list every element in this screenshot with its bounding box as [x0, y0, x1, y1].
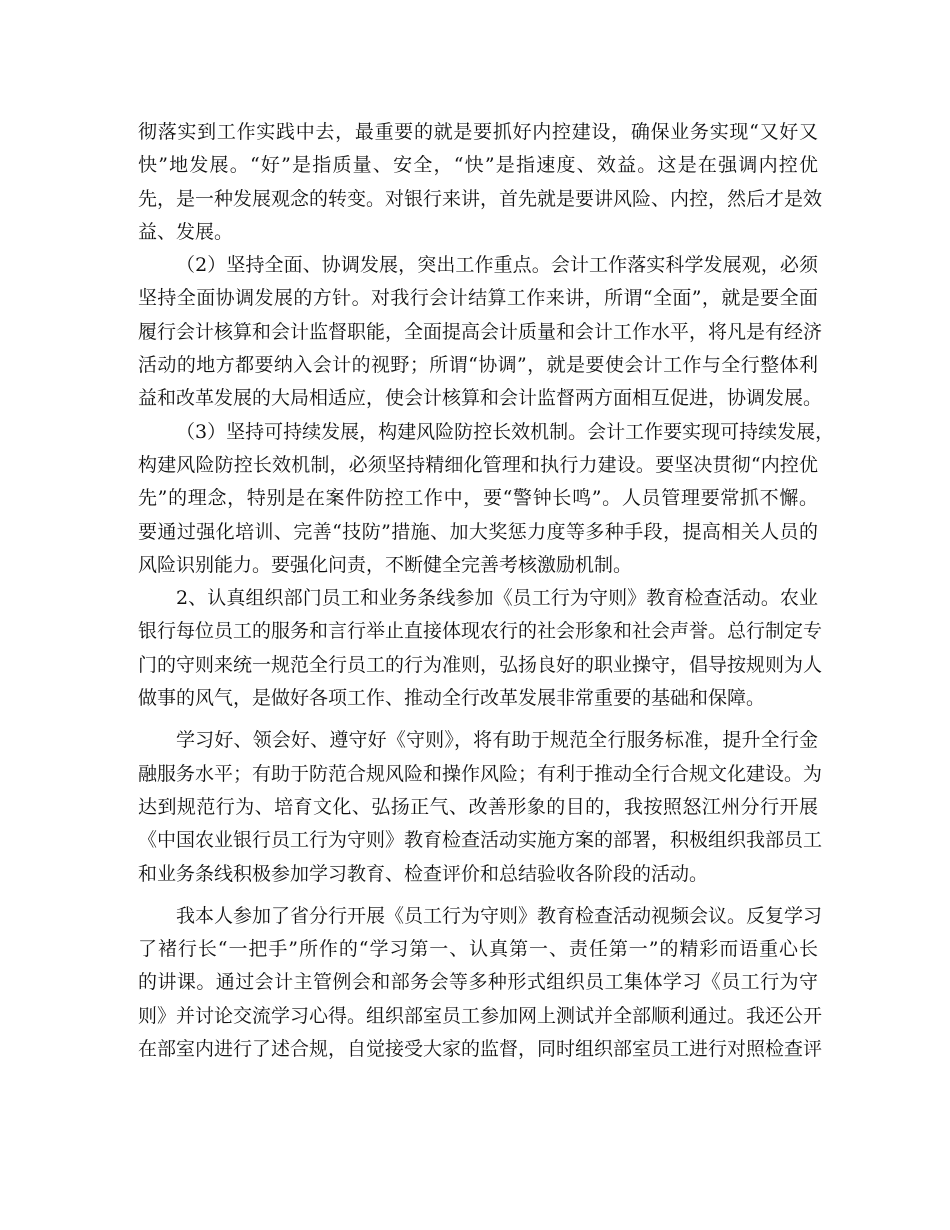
paragraph-gap: [138, 891, 818, 900]
text-line: 我本人参加了省分行开展《员工行为守则》教育检查活动视频会议。反复学习: [176, 904, 823, 927]
text-line: 风险识别能力。要强化问责，不断健全完善考核激励机制。: [138, 553, 633, 576]
text-line: 做事的风气，是做好各项工作、推动全行改革发展非常重要的基础和保障。: [138, 687, 766, 710]
text-line: 先，是一种发展观念的转变。对银行来讲，首先就是要讲风险、内控，然后才是效: [138, 187, 823, 210]
text-line: 履行会计核算和会计监督职能，全面提高会计质量和会计工作水平，将凡是有经济: [138, 320, 823, 343]
text-line: 活动的地方都要纳入会计的视野；所谓“协调”，就是要使会计工作与全行整体利: [138, 354, 818, 377]
document-body: [138, 116, 835, 1066]
text-line: 《中国农业银行员工行为守则》教育检查活动实施方案的部署，积极组织我部员工: [138, 829, 823, 852]
text-line: 彻落实到工作实践中去，最重要的就是要抓好内控建设，确保业务实现“又好又: [138, 121, 818, 143]
paragraph-5: [138, 724, 823, 890]
text-line: 达到规范行为、培育文化、弘扬正气、改善形象的目的，我按照怒江州分行开展: [138, 795, 818, 818]
paragraph-4: [138, 582, 823, 715]
text-line: 在部室内进行了述合规，自觉接受大家的监督，同时组织部室员工进行对照检查评: [138, 1038, 823, 1061]
text-line: （2）坚持全面、协调发展，突出工作重点。会计工作落实科学发展观，必须: [176, 254, 818, 277]
text-line: 则》并讨论交流学习心得。组织部室员工参加网上测试并全部顺利通过。我还公开: [138, 1004, 823, 1027]
text-line: 构建风险防控长效机制，必须坚持精细化管理和执行力建设。要坚决贯彻“内控优: [138, 453, 818, 476]
text-line: 坚持全面协调发展的方针。对我行会计结算工作来讲，所谓“全面”，就是要全面: [138, 287, 818, 310]
text-line: 了褚行长“一把手”所作的“学习第一、认真第一、责任第一”的精彩而语重心长: [138, 938, 818, 961]
text-line: 益和改革发展的大局相适应，使会计核算和会计监督两方面相互促进，协调发展。: [138, 387, 823, 410]
text-line: （3）坚持可持续发展，构建风险防控长效机制。会计工作要实现可持续发展，: [176, 420, 835, 443]
text-line: 快”地发展。“好”是指质量、安全，“快”是指速度、效益。这是在强调内控优: [138, 154, 818, 177]
paragraph-gap: [138, 715, 818, 724]
paragraph-3: [138, 416, 835, 582]
text-line: 学习好、领会好、遵守好《守则》，将有助于规范全行服务标准，提升全行金: [176, 729, 818, 752]
text-line: 银行每位员工的服务和言行举止直接体现农行的社会形象和社会声誉。总行制定专: [138, 620, 823, 643]
text-line: 门的守则来统一规范全行员工的行为准则，弘扬良好的职业操守，倡导按规则为人: [138, 653, 823, 676]
text-line: 融服务水平；有助于防范合规风险和操作风险；有利于推动全行合规文化建设。为: [138, 762, 823, 785]
paragraph-1: [138, 116, 823, 249]
text-line: 先”的理念，特别是在案件防控工作中，要“警钟长鸣”。人员管理要常抓不懈。: [138, 487, 818, 510]
paragraph-6: [138, 900, 823, 1066]
text-line: 的讲课。通过会计主管例会和部务会等多种形式组织员工集体学习《员工行为守: [138, 971, 818, 994]
text-line: 2、认真组织部门员工和业务条线参加《员工行为守则》教育检查活动。农业: [176, 587, 818, 610]
text-line: 要通过强化培训、完善“技防”措施、加大奖惩力度等多种手段，提高相关人员的: [138, 520, 818, 543]
text-line: 和业务条线积极参加学习教育、检查评价和总结验收各阶段的活动。: [138, 862, 709, 885]
text-line: 益、发展。: [138, 220, 234, 243]
paragraph-2: [138, 249, 823, 415]
